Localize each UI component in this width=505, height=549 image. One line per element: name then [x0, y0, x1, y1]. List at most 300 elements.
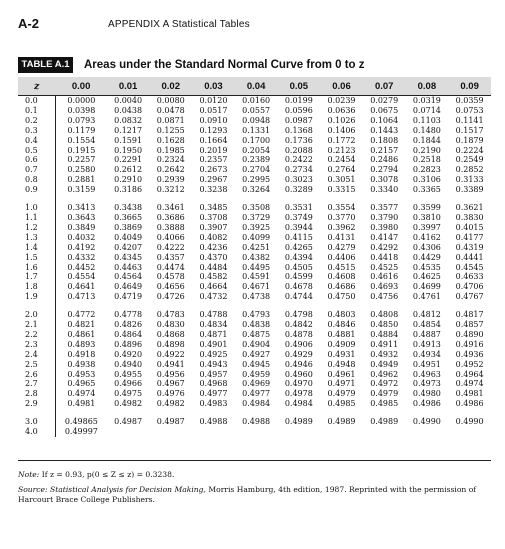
table-cell: 0.4945 [242, 359, 271, 369]
table-cell: 0.4236 [199, 242, 228, 252]
table-row [18, 155, 491, 165]
z-value-cell: 2.2 [18, 330, 56, 340]
table-cell: 0.4306 [412, 242, 441, 252]
table-cell: 0.4463 [114, 262, 143, 272]
table-cell: 0.4975 [114, 389, 143, 399]
table-cell: 0.1772 [327, 135, 356, 145]
normal-table [18, 77, 491, 437]
table-cell: 0.2088 [284, 145, 313, 155]
table-cell: 0.3078 [370, 175, 399, 185]
z-value-cell: 1.4 [18, 243, 56, 253]
table-cell: 0.2454 [327, 155, 356, 165]
table-row [18, 340, 491, 350]
z-value-cell: 1.8 [18, 282, 56, 292]
table-cell: 0.3389 [455, 185, 484, 195]
table-cell: 0.4192 [67, 242, 96, 252]
table-cell: 0.1480 [412, 125, 441, 135]
table-cell: 0.3888 [156, 222, 185, 232]
table-cell: 0.4441 [455, 252, 484, 262]
table-cell: 0.3508 [242, 203, 271, 213]
spacer-cell [18, 302, 56, 310]
table-cell: 0.2324 [156, 155, 185, 165]
table-cell: 0.3106 [412, 175, 441, 185]
page-number: A-2 [18, 16, 39, 31]
table-cell: 0.4864 [114, 329, 143, 339]
table-cell: 0.4032 [67, 232, 96, 242]
table-cell: 0.0120 [199, 96, 228, 105]
table-cell: 0.3643 [67, 212, 96, 222]
table-cell: 0.4953 [67, 369, 96, 379]
spacer-cell [406, 195, 449, 203]
table-header-row [18, 77, 491, 96]
table-cell: 0.2123 [327, 145, 356, 155]
table-cell: 0.4319 [455, 242, 484, 252]
table-cell: 0.4803 [327, 310, 356, 320]
table-cell: 0.4989 [327, 417, 356, 427]
table-cell: 0.4846 [327, 320, 356, 330]
table-cell: 0.4582 [199, 272, 228, 282]
table-cell: 0.2794 [370, 165, 399, 175]
table-cell: 0.4838 [242, 320, 271, 330]
table-cell: 0.4049 [114, 232, 143, 242]
spacer-cell [56, 195, 107, 203]
z-value-cell: 0.2 [18, 116, 56, 126]
table-cell: 0.4990 [455, 417, 484, 427]
z-value-cell: 2.9 [18, 399, 56, 409]
z-value-cell: 3.0 [18, 417, 56, 427]
table-cell: 0.4699 [412, 282, 441, 292]
table-cell: 0.4732 [199, 292, 228, 302]
table-cell: 0.4984 [242, 399, 271, 409]
table-cell: 0.3264 [242, 185, 271, 195]
table-cell: 0.4976 [156, 389, 185, 399]
spacer-cell [277, 302, 320, 310]
table-row [18, 370, 491, 380]
table-cell: 0.4505 [284, 262, 313, 272]
spacer-cell [149, 409, 192, 417]
table-cell: 0.0517 [199, 105, 228, 115]
table-cell: 0.1103 [412, 115, 441, 125]
table-cell: 0.4738 [242, 292, 271, 302]
table-row [18, 389, 491, 399]
table-row [18, 136, 491, 146]
table-row [18, 146, 491, 156]
table-cell: 0.3790 [370, 212, 399, 222]
table-cell: 0.4904 [242, 339, 271, 349]
table-cell [107, 427, 150, 437]
table-cell: 0.0832 [114, 115, 143, 125]
table-cell: 0.2995 [242, 175, 271, 185]
table-cell: 0.4971 [327, 379, 356, 389]
z-value-cell: 2.6 [18, 370, 56, 380]
table-cell: 0.4959 [242, 369, 271, 379]
column-header: 0.08 [406, 77, 449, 96]
table-cell: 0.0160 [242, 96, 271, 105]
z-value-cell: 1.7 [18, 272, 56, 282]
table-row [18, 243, 491, 253]
table-cell: 0.4952 [455, 359, 484, 369]
table-cell [363, 427, 406, 437]
table-cell: 0.4978 [284, 389, 313, 399]
table-cell: 0.4495 [242, 262, 271, 272]
table-cell: 0.4564 [114, 272, 143, 282]
table-cell: 0.1950 [114, 145, 143, 155]
table-cell: 0.4744 [284, 292, 313, 302]
table-cell: 0.4608 [327, 272, 356, 282]
table-cell: 0.4854 [412, 320, 441, 330]
table-cell: 0.4678 [284, 282, 313, 292]
table-cell: 0.4890 [455, 329, 484, 339]
table-cell: 0.4913 [412, 339, 441, 349]
table-row [18, 96, 491, 106]
table-cell: 0.4929 [284, 349, 313, 359]
spacer-cell [107, 409, 150, 417]
table-cell: 0.4990 [412, 417, 441, 427]
table-cell: 0.4826 [114, 320, 143, 330]
table-cell: 0.0636 [327, 105, 356, 115]
table-cell: 0.4920 [114, 349, 143, 359]
table-cell: 0.4279 [327, 242, 356, 252]
spacer-cell [149, 195, 192, 203]
table-cell: 0.4901 [199, 339, 228, 349]
table-row [18, 272, 491, 282]
z-value-cell: 0.6 [18, 155, 56, 165]
spacer-cell [406, 302, 449, 310]
table-cell: 0.4988 [242, 417, 271, 427]
table-cell: 0.4767 [455, 292, 484, 302]
z-value-cell: 0.8 [18, 175, 56, 185]
table-cell: 0.4932 [370, 349, 399, 359]
spacer-cell [277, 195, 320, 203]
table-cell: 0.4382 [242, 252, 271, 262]
table-cell [448, 427, 491, 437]
table-cell: 0.0910 [199, 115, 228, 125]
table-cell: 0.4719 [114, 292, 143, 302]
table-cell: 0.2054 [242, 145, 271, 155]
table-cell: 0.4207 [114, 242, 143, 252]
table-cell: 0.3729 [242, 212, 271, 222]
table-cell: 0.0398 [67, 105, 96, 115]
z-value-cell: 2.5 [18, 360, 56, 370]
table-cell: 0.1217 [114, 125, 143, 135]
table-cell: 0.3925 [242, 222, 271, 232]
table-cell [192, 427, 235, 437]
table-cell: 0.4871 [199, 329, 228, 339]
table-cell: 0.4222 [156, 242, 185, 252]
table-cell: 0.0040 [114, 96, 143, 105]
table-cell [235, 427, 278, 437]
table-bottom-rule [18, 460, 491, 461]
table-cell: 0.4115 [284, 232, 313, 242]
table-cell: 0.4082 [199, 232, 228, 242]
table-cell: 0.3997 [412, 222, 441, 232]
table-cell: 0.2580 [67, 165, 96, 175]
table-cell: 0.1628 [156, 135, 185, 145]
spacer-cell [18, 409, 56, 417]
table-cell: 0.4177 [455, 232, 484, 242]
table-cell [149, 427, 192, 437]
table-cell: 0.2422 [284, 155, 313, 165]
table-cell: 0.4394 [284, 252, 313, 262]
table-cell: 0.1179 [67, 125, 96, 135]
table-cell: 0.0319 [412, 96, 441, 105]
z-value-cell: 2.1 [18, 320, 56, 330]
table-cell: 0.4989 [284, 417, 313, 427]
table-cell: 0.0000 [67, 96, 96, 105]
z-value-cell: 0.4 [18, 136, 56, 146]
note-text: If z = 0.93, p(0 ≤ Z ≤ z) = 0.3238. [41, 470, 175, 479]
table-cell: 0.4798 [284, 310, 313, 320]
table-cell: 0.4909 [327, 339, 356, 349]
z-value-cell: 1.5 [18, 253, 56, 263]
table-cell: 0.4484 [199, 262, 228, 272]
table-cell: 0.4979 [370, 389, 399, 399]
table-cell [277, 427, 320, 437]
table-cell: 0.4406 [327, 252, 356, 262]
table-cell: 0.4429 [412, 252, 441, 262]
table-cell: 0.3531 [284, 203, 313, 213]
table-cell: 0.1293 [199, 125, 228, 135]
table-cell: 0.2823 [412, 165, 441, 175]
table-cell: 0.4887 [412, 329, 441, 339]
table-cell: 0.4162 [412, 232, 441, 242]
table-cell: 0.0793 [67, 115, 96, 125]
table-cell: 0.4515 [327, 262, 356, 272]
table-cell: 0.3665 [114, 212, 143, 222]
table-cell: 0.3554 [327, 203, 356, 213]
column-header: 0.07 [363, 77, 406, 96]
table-row [18, 213, 491, 223]
table-cell: 0.4545 [455, 262, 484, 272]
table-cell: 0.0596 [284, 105, 313, 115]
table-cell: 0.4817 [455, 310, 484, 320]
table-row [18, 185, 491, 195]
table-cell: 0.4893 [67, 339, 96, 349]
table-row [18, 233, 491, 243]
z-value-cell: 2.0 [18, 310, 56, 320]
table-row [18, 116, 491, 126]
table-cell: 0.2881 [67, 175, 96, 185]
table-cell: 0.2852 [455, 165, 484, 175]
z-value-cell: 1.6 [18, 263, 56, 273]
table-cell: 0.3413 [67, 203, 96, 213]
table-cell: 0.1808 [370, 135, 399, 145]
table-cell: 0.4599 [284, 272, 313, 282]
z-value-cell: 2.7 [18, 379, 56, 389]
z-value-cell: 1.1 [18, 213, 56, 223]
table-cell: 0.3340 [370, 185, 399, 195]
table-cell: 0.3159 [67, 185, 96, 195]
table-cell: 0.2291 [114, 155, 143, 165]
table-row [18, 330, 491, 340]
table-row [18, 310, 491, 320]
appendix-title: APPENDIX A Statistical Tables [108, 19, 250, 30]
table-row [18, 203, 491, 213]
table-cell: 0.4916 [455, 339, 484, 349]
table-cell: 0.4922 [156, 349, 185, 359]
table-cell: 0.4535 [412, 262, 441, 272]
table-cell: 0.4968 [199, 379, 228, 389]
table-cell: 0.0239 [327, 96, 356, 105]
spacer-cell [192, 302, 235, 310]
table-cell: 0.4878 [284, 329, 313, 339]
table-cell: 0.2257 [67, 155, 96, 165]
table-cell: 0.4964 [455, 369, 484, 379]
table-label: TABLE A.1 [18, 57, 73, 73]
table-cell: 0.3186 [114, 185, 143, 195]
table-cell: 0.4265 [284, 242, 313, 252]
table-cell: 0.3849 [67, 222, 96, 232]
table-cell: 0.2157 [370, 145, 399, 155]
table-cell: 0.4370 [199, 252, 228, 262]
table-cell: 0.4987 [114, 417, 143, 427]
spacer-cell [18, 195, 56, 203]
table-cell: 0.4925 [199, 349, 228, 359]
table-row [18, 417, 491, 427]
spacer-cell [320, 409, 363, 417]
table-cell: 0.4834 [199, 320, 228, 330]
column-header: 0.05 [277, 77, 320, 96]
table-cell: 0.4591 [242, 272, 271, 282]
table-cell: 0.4896 [114, 339, 143, 349]
table-row [18, 126, 491, 136]
table-cell: 0.0199 [284, 96, 313, 105]
table-cell: 0.4881 [327, 329, 356, 339]
table-cell: 0.4783 [156, 310, 185, 320]
z-value-cell: 1.0 [18, 203, 56, 213]
table-cell: 0.4131 [327, 232, 356, 242]
table-cell: 0.4984 [284, 399, 313, 409]
table-cell: 0.3810 [412, 212, 441, 222]
table-cell: 0.4693 [370, 282, 399, 292]
z-value-cell: 1.3 [18, 233, 56, 243]
table-cell: 0.4980 [412, 389, 441, 399]
table-cell: 0.4934 [412, 349, 441, 359]
spacer-cell [277, 409, 320, 417]
table-cell: 0.4884 [370, 329, 399, 339]
table-cell: 0.4949 [370, 359, 399, 369]
table-cell: 0.4015 [455, 222, 484, 232]
table-cell: 0.4633 [455, 272, 484, 282]
table-row [18, 106, 491, 116]
table-cell: 0.0438 [114, 105, 143, 115]
table-cell: 0.3438 [114, 203, 143, 213]
table-cell: 0.3023 [284, 175, 313, 185]
table-cell: 0.3980 [370, 222, 399, 232]
table-cell: 0.4969 [242, 379, 271, 389]
table-cell: 0.4985 [370, 399, 399, 409]
table-cell: 0.1141 [455, 115, 484, 125]
table-row [18, 427, 491, 437]
table-row [18, 320, 491, 330]
table-cell: 0.4974 [67, 389, 96, 399]
table-row [18, 399, 491, 409]
table-cell: 0.4099 [242, 232, 271, 242]
spacer-cell [107, 302, 150, 310]
table-cell: 0.4970 [284, 379, 313, 389]
table-cell: 0.4812 [412, 310, 441, 320]
note-label: Note: [18, 470, 40, 479]
table-cell: 0.0675 [370, 105, 399, 115]
spacer-cell [56, 302, 107, 310]
table-cell: 0.2357 [199, 155, 228, 165]
table-cell: 0.1026 [327, 115, 356, 125]
table-cell: 0.4956 [156, 369, 185, 379]
table-cell: 0.4982 [114, 399, 143, 409]
table-cell: 0.4979 [327, 389, 356, 399]
table-cell: 0.2642 [156, 165, 185, 175]
table-row [18, 292, 491, 302]
table-cell: 0.1700 [242, 135, 271, 145]
table-cell: 0.4066 [156, 232, 185, 242]
table-cell: 0.3708 [199, 212, 228, 222]
group-spacer [18, 409, 491, 417]
table-cell: 0.4474 [156, 262, 185, 272]
table-cell: 0.4938 [67, 359, 96, 369]
column-header: 0.02 [149, 77, 192, 96]
table-cell: 0.3133 [455, 175, 484, 185]
column-header: 0.09 [448, 77, 491, 96]
table-cell: 0.4982 [156, 399, 185, 409]
table-cell: 0.4861 [67, 329, 96, 339]
table-cell: 0.4936 [455, 349, 484, 359]
table-cell: 0.2764 [327, 165, 356, 175]
spacer-cell [406, 409, 449, 417]
table-row [18, 175, 491, 185]
table-cell: 0.4332 [67, 252, 96, 262]
table-row [18, 253, 491, 263]
source-text: Morris Hamburg, 4th edition, 1987. Reprinted with the permission of Harcourt Brace College Publishers. [18, 485, 477, 504]
table-cell: 0.4850 [370, 320, 399, 330]
table-cell: 0.49865 [64, 417, 98, 427]
table-cell: 0.4418 [370, 252, 399, 262]
table-cell: 0.4965 [67, 379, 96, 389]
table-cell: 0.0359 [455, 96, 484, 105]
table-cell: 0.1664 [199, 135, 228, 145]
table-cell: 0.4977 [242, 389, 271, 399]
table-cell: 0.3686 [156, 212, 185, 222]
table-cell: 0.1406 [327, 125, 356, 135]
table-cell: 0.4977 [199, 389, 228, 399]
table-cell: 0.4906 [284, 339, 313, 349]
table-title-row [18, 57, 490, 75]
table-cell: 0.3315 [327, 185, 356, 195]
table-cell: 0.2190 [412, 145, 441, 155]
table-cell: 0.1331 [242, 125, 271, 135]
z-value-cell: 0.0 [18, 96, 56, 106]
z-value-cell: 1.2 [18, 223, 56, 233]
table-cell: 0.4713 [67, 292, 96, 302]
table-cell: 0.3749 [284, 212, 313, 222]
table-cell: 0.4756 [370, 292, 399, 302]
table-cell: 0.4821 [67, 320, 96, 330]
table-cell: 0.4943 [199, 359, 228, 369]
z-value-cell: 0.5 [18, 146, 56, 156]
table-body [18, 96, 491, 438]
table-cell: 0.4625 [412, 272, 441, 282]
table-cell: 0.4251 [242, 242, 271, 252]
table-cell: 0.1736 [284, 135, 313, 145]
table-row [18, 263, 491, 273]
table-cell: 0.4788 [199, 310, 228, 320]
table-cell: 0.4946 [284, 359, 313, 369]
table-cell: 0.4931 [327, 349, 356, 359]
table-cell: 0.4750 [327, 292, 356, 302]
table-cell: 0.4706 [455, 282, 484, 292]
table-cell: 0.4357 [156, 252, 185, 262]
table-cell: 0.4986 [412, 399, 441, 409]
table-cell: 0.4842 [284, 320, 313, 330]
